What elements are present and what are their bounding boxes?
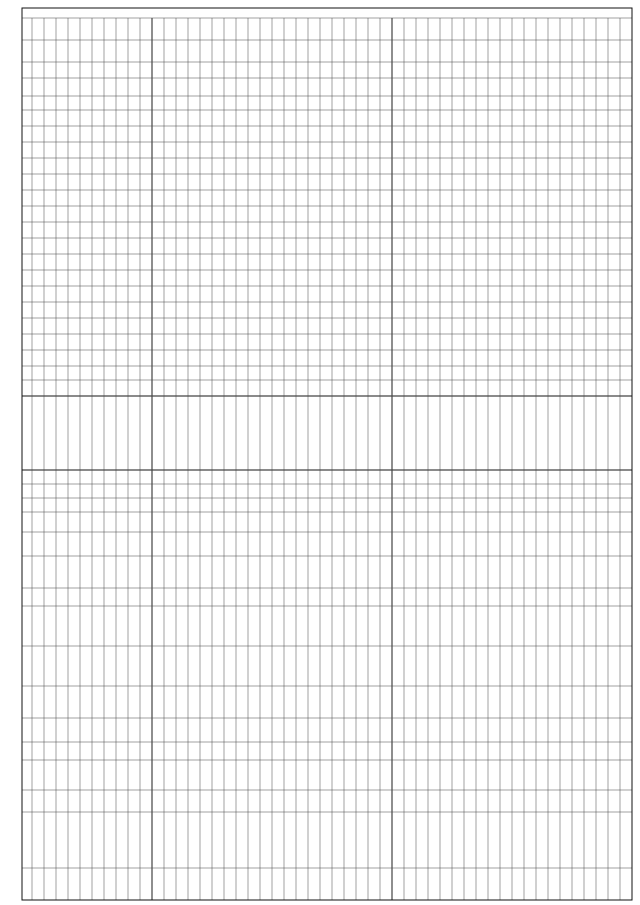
row-rules	[22, 18, 632, 868]
column-rules	[32, 18, 620, 900]
